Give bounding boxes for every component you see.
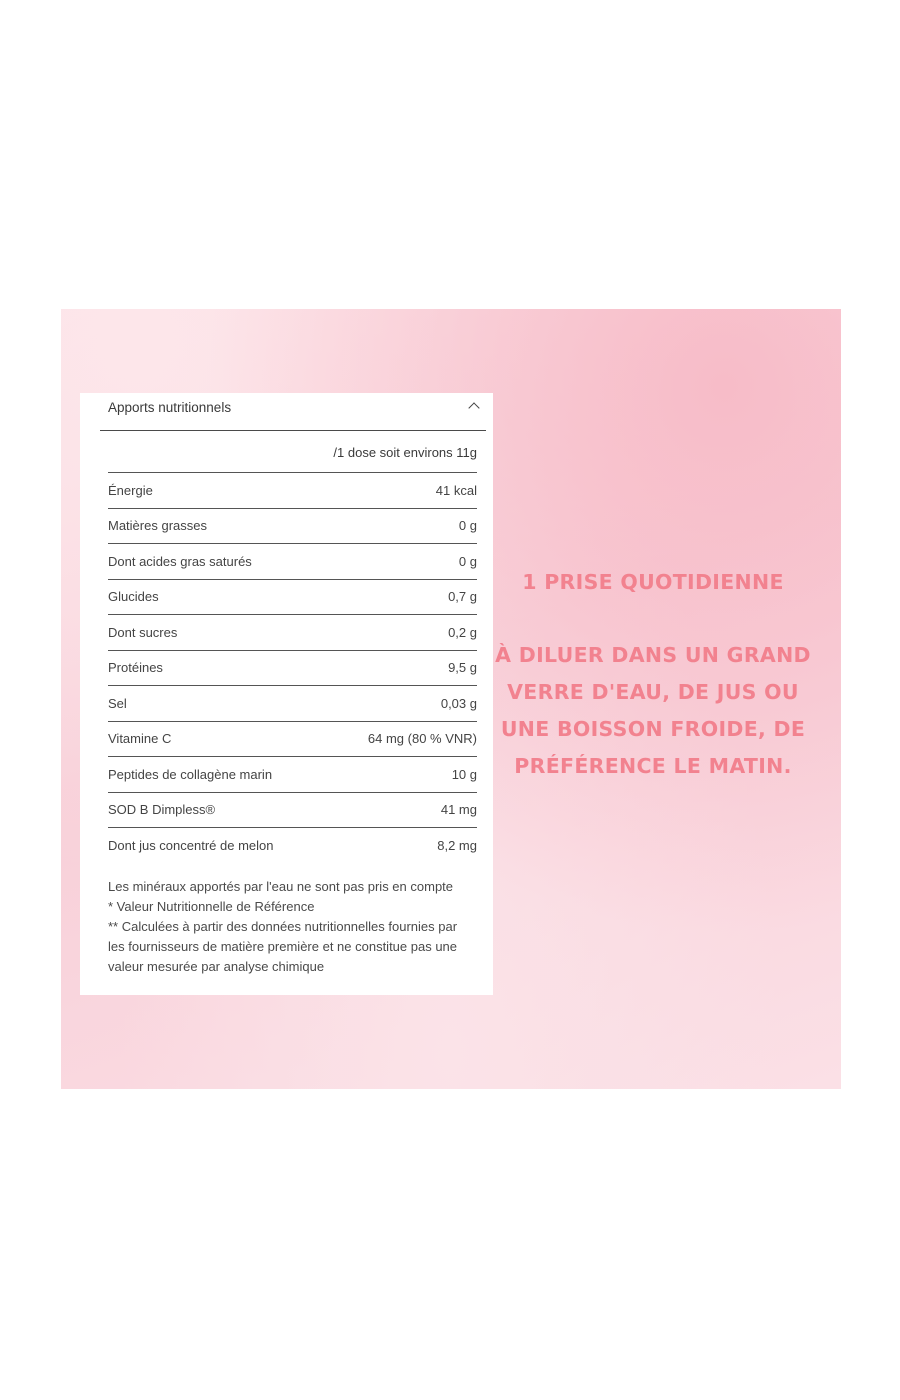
table-row xyxy=(108,544,477,580)
table-row xyxy=(108,828,477,863)
row-label: Peptides de collagène marin xyxy=(108,766,273,782)
row-value: 0,2 g xyxy=(448,624,477,640)
row-value: 0,7 g xyxy=(448,589,477,605)
row-value: 10 g xyxy=(451,766,477,782)
footnotes xyxy=(108,877,477,977)
table-row xyxy=(108,615,477,651)
row-label: Sel xyxy=(108,695,127,711)
table-row xyxy=(108,580,477,616)
product-visual xyxy=(61,309,841,1089)
row-value: 41 kcal xyxy=(435,482,477,498)
row-label: Dont acides gras saturés xyxy=(108,553,252,569)
row-label: Dont jus concentré de melon xyxy=(108,837,274,853)
footnote: ** Calculées à partir des données nutritionnelles fournies par les fournisseurs de matière première et ne constitue pas une valeur mesurée par analyse chimique xyxy=(108,919,458,974)
table-row xyxy=(108,793,477,829)
panel-title: Apports nutritionnels xyxy=(108,400,232,415)
chevron-up-icon[interactable] xyxy=(468,402,479,413)
row-label: Vitamine C xyxy=(108,731,172,747)
row-label: SOD B Dimpless® xyxy=(108,802,216,818)
row-value: 9,5 g xyxy=(448,660,477,676)
dilution-text: À DILUER DANS UN GRAND VERRE D'EAU, DE JUS OU UNE BOISSON FROIDE, DE PRÉFÉRENCE LE MATIN. xyxy=(495,643,811,778)
usage-instructions xyxy=(493,564,813,785)
footnote: * Valeur Nutritionnelle de Référence xyxy=(108,899,315,914)
daily-dose-text: 1 PRISE QUOTIDIENNE xyxy=(522,570,784,594)
nutrition-table xyxy=(108,472,477,863)
row-value: 0 g xyxy=(458,553,477,569)
row-label: Énergie xyxy=(108,482,153,498)
row-value: 8,2 mg xyxy=(437,837,477,853)
table-row xyxy=(108,757,477,793)
table-row xyxy=(108,651,477,687)
dose-label: /1 dose soit environs 11g xyxy=(333,445,477,460)
row-value: 41 mg xyxy=(440,802,477,818)
row-label: Dont sucres xyxy=(108,624,178,640)
table-row xyxy=(108,509,477,545)
row-value: 64 mg (80 % VNR) xyxy=(367,731,477,747)
table-row xyxy=(108,722,477,758)
row-label: Protéines xyxy=(108,660,163,676)
table-row xyxy=(108,686,477,722)
row-label: Matières grasses xyxy=(108,518,207,534)
footnote: Les minéraux apportés par l'eau ne sont pas pris en compte xyxy=(108,879,454,894)
row-value: 0 g xyxy=(458,518,477,534)
row-value: 0,03 g xyxy=(440,695,477,711)
row-label: Glucides xyxy=(108,589,159,605)
nutrition-panel xyxy=(80,393,493,995)
table-row xyxy=(108,473,477,509)
accordion-header[interactable] xyxy=(100,393,486,431)
